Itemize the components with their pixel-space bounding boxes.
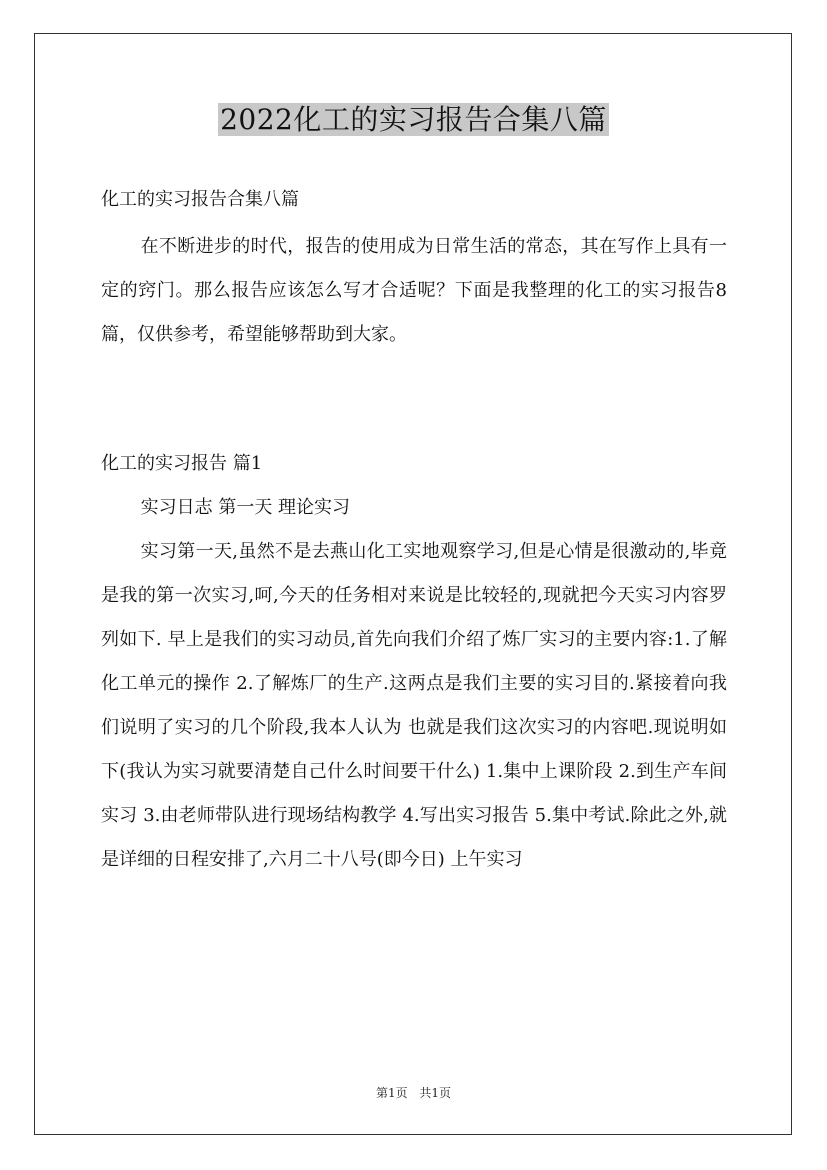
document-title-container	[0, 100, 827, 140]
section-heading: 化工的实习报告 篇1	[101, 453, 263, 474]
page-number: 第1页	[375, 1086, 408, 1100]
subtitle: 化工的实习报告合集八篇	[101, 189, 299, 210]
section-block	[101, 442, 727, 882]
intro-paragraph: 在不断进步的时代，报告的使用成为日常生活的常态，其在写作上具有一定的窍门。那么报告应该怎么写才合适呢？下面是我整理的化工的实习报告8篇，仅供参考，希望能够帮助到大家。	[101, 236, 727, 345]
page-total: 共1页	[419, 1086, 452, 1100]
document-body	[101, 178, 727, 222]
intro-block	[101, 225, 727, 357]
document-title: 2022化工的实习报告合集八篇	[220, 103, 607, 136]
body-paragraph: 实习第一天,虽然不是去燕山化工实地观察学习,但是心情是很激动的,毕竟是我的第一次实习,呵,今天的任务相对来说是比较轻的,现就把今天实习内容罗列如下. 早上是我们的实习动员,首先向我们介绍了炼厂实习的主要内容:1.了解化工单元的操作 2.了解炼厂的生产.这两点是我们主要的实习目的.紧接着向我们说明了实习的几个阶段,我本人认为 也就是我们这次实习的内容吧.现说明如下(我认为实习就要清楚自己什么时间要干什么) 1.集中上课阶段 2.到生产车间实习 3.由老师带队进行现场结构教学 4.写出实习报告 5.集中考试.除此之外,就是详细的日程安排了,六月二十八号(即今日) 上午实习	[101, 541, 727, 870]
log-heading: 实习日志 第一天 理论实习	[140, 497, 351, 518]
page-footer	[0, 1084, 827, 1101]
